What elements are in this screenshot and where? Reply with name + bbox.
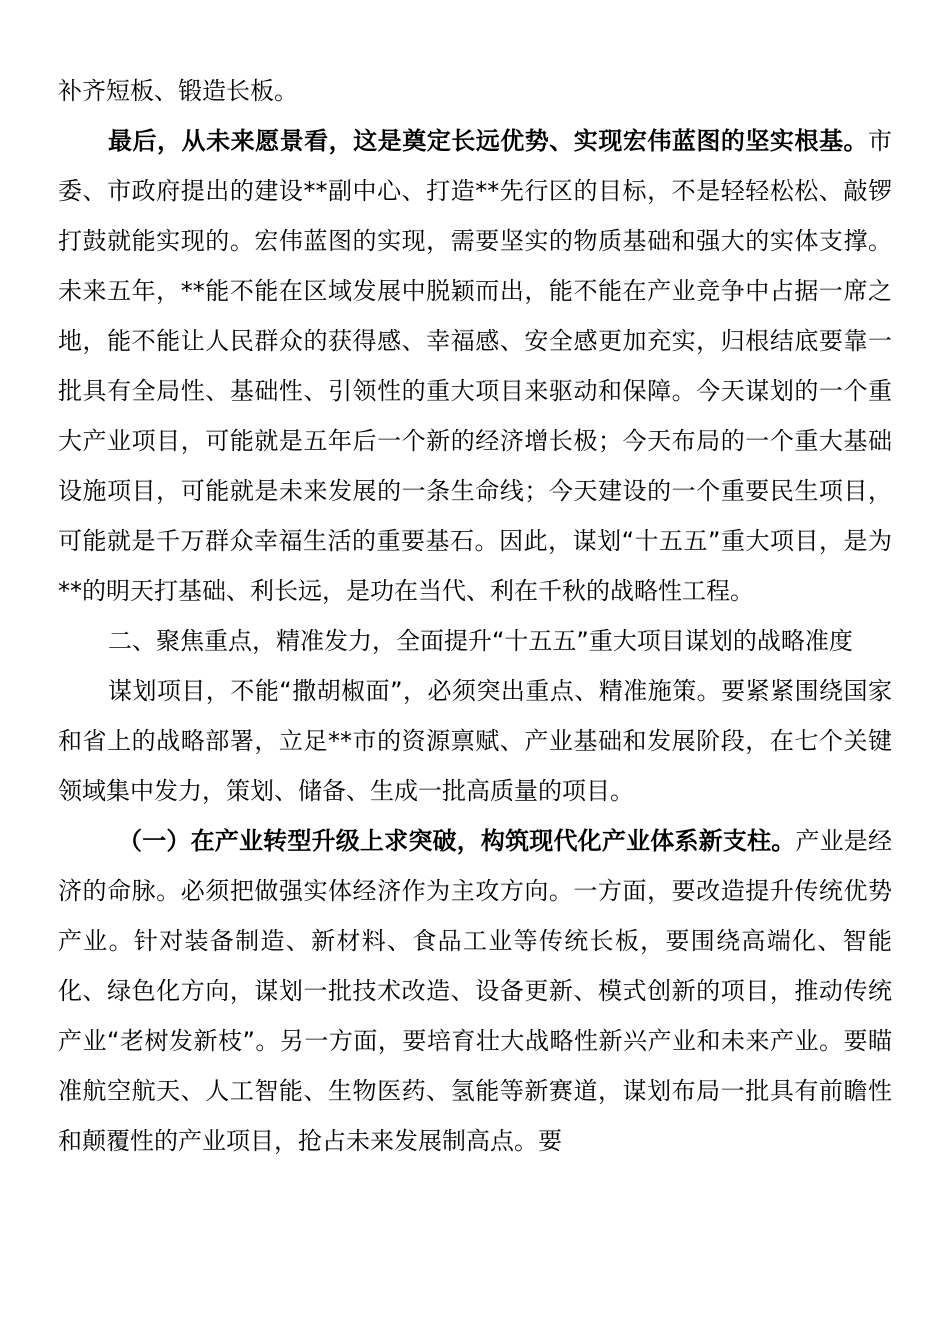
section-heading-text: 二、聚焦重点，精准发力，全面提升“十五五”重大项目谋划的战略准度 bbox=[108, 627, 853, 655]
paragraph-body: 谋划项目，不能“撒胡椒面”，必须突出重点、精准施策。要紧紧围绕国家和省上的战略部署，立足**市的资源禀赋、产业基础和发展阶段，在七个关键领域集中发力，策划、储备、生成一批高质量的项目。 bbox=[58, 677, 892, 805]
paragraph-lead-sentence: 最后，从未来愿景看，这是奠定长远优势、实现宏伟蓝图的坚实根基。 bbox=[108, 127, 868, 155]
paragraph-text: 补齐短板、锻造长板。 bbox=[58, 77, 298, 105]
paragraph-continuation bbox=[58, 66, 892, 116]
paragraph-body: 市委、市政府提出的建设**副中心、打造**先行区的目标，不是轻轻松松、敲锣打鼓就能实现的。宏伟蓝图的实现，需要坚实的物质基础和强大的实体支撑。未来五年，**能不能在区域发展中脱颖而出，能不能在产业竞争中占据一席之地，能不能让人民群众的获得感、幸福感、安全感更加充实，归根结底要靠一批具有全局性、基础性、引领性的重大项目来驱动和保障。今天谋划的一个重大产业项目，可能就是五年后一个新的经济增长极；今天布局的一个重大基础设施项目，可能就是未来发展的一条生命线；今天建设的一个重要民生项目，可能就是千万群众幸福生活的重要基石。因此，谋划“十五五”重大项目，是为**的明天打基础、利长远，是功在当代、利在千秋的战略性工程。 bbox=[58, 127, 892, 605]
paragraph-future-vision bbox=[58, 116, 892, 616]
paragraph-body: 产业是经济的命脉。必须把做强实体经济作为主攻方向。一方面，要改造提升传统优势产业。针对装备制造、新材料、食品工业等传统长板，要围绕高端化、智能化、绿色化方向，谋划一批技术改造、设备更新、模式创新的项目，推动传统产业“老树发新枝”。另一方面，要培育壮大战略性新兴产业和未来产业。要瞄准航空航天、人工智能、生物医药、氢能等新赛道，谋划布局一批具有前瞻性和颠覆性的产业项目，抢占未来发展制高点。要 bbox=[58, 827, 893, 1155]
document-page bbox=[58, 66, 892, 1166]
paragraph-industry bbox=[58, 816, 892, 1166]
section-heading bbox=[58, 616, 892, 666]
paragraph-focus bbox=[58, 666, 892, 816]
subsection-heading: （一）在产业转型升级上求突破，构筑现代化产业体系新支柱。 bbox=[118, 827, 796, 855]
